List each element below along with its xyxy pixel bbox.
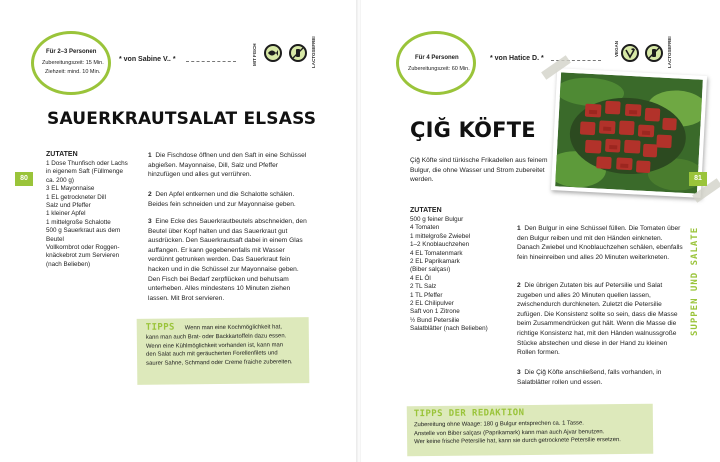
prep-time-text: Zubereitungszeit: 60 Min. [408,66,470,72]
ingredient-item: 1 mittelgroße Zwiebel [410,232,471,240]
label-lactosefrei: LACTOSEFREI [667,36,672,68]
ingredient-item: 2 EL Chilipulver [410,300,454,308]
ingredient-item: 1 EL getrockneter Dill [46,193,106,201]
ingredient-item: 1 Dose Thunfisch oder Lachs [46,160,128,167]
ingredient-item: 2 EL Paprikamark [410,258,460,266]
page-number: 81 [689,172,707,186]
ingredient-item: knäckebrot zum Servieren [46,252,120,260]
vegan-icon [621,44,639,62]
serving-badge [31,31,111,95]
ingredient-item: 1 TL Pfeffer [410,291,443,299]
ingredients-list [410,216,488,334]
ingredients-list [46,160,128,269]
ingredient-item: Vollkornbrot oder Roggen- [46,244,120,252]
left-page [0,0,358,462]
ingredient-item: Salz und Pfeffer [46,202,91,210]
ingredient-item: 4 EL Öl [410,274,431,282]
step-3: 3 Eine Ecke des Sauerkrautbeutels abschneiden, den Beutel über Kopf halten und das Sauerkraut gut ausdrücken. Den Sauerkrautsaft dabei in einem Glas auffangen. Er kann gegebenenfalls mit Wasser verdünnt getrunken werden. Das Sauerkraut fein hacken und in die Schüssel zur Mayonnaise geben. Den Fisch bei Bedarf zerpflücken und behutsam unterheben. Alles mindestens 10 Minuten ziehen lassen. Mit Brot servieren. [148,218,307,302]
page-number: 80 [15,172,33,186]
step-2: 2 Den Apfel entkernen und die Schalotte schälen. Beides fein schneiden und zur Mayonnaise geben. [148,191,296,208]
ingredient-item: 2 TL Salz [410,283,437,291]
label-lactosefrei: LACTOSEFREI [311,36,316,68]
ingredient-item: (nach Belieben) [46,260,91,268]
tips-box [137,317,310,385]
fish-icon [264,44,282,62]
step-1: 1 Die Fischdose öffnen und den Saft in eine Schüssel abgießen. Mayonnaise, Dill, Salz und Pfeffer hinzufügen und alles gut verrühren. [148,152,307,179]
ingredient-item: 3 EL Mayonnaise [46,185,95,193]
prep-time-text: Zubereitungszeit: 15 Min. [42,60,104,66]
dish-image [555,72,703,193]
ingredient-item: Salatblätter (nach Belieben) [410,325,488,333]
serving-badge [396,31,476,95]
ingredient-item: 500 g feiner Bulgur [410,216,464,223]
recipe-title: SAUERKRAUTSALAT ELSASS [47,109,317,129]
ingredient-item: 4 Tomaten [410,224,440,232]
servings-text: Für 4 Personen [415,55,459,61]
lactose-free-icon [645,44,663,62]
divider-dashed [186,61,236,62]
tips-title: TIPPS [145,322,175,333]
dish-photo [551,68,707,198]
step-2: 2 Die übrigen Zutaten bis auf Petersilie und Salat zugeben und alles 20 Minuten quellen lassen, zwischendurch durchkneten. Zuletzt die Petersilie zufügen. Die Konsistenz sollte so sein, dass die Masse beim Zusammendrücken gut hält. Wenn die Masse die richtige Konsistenz hat, mit den Händen walnussgroße Stücke abstechen und diese in der Hand zu kleinen Rollen formen. [517,282,678,357]
servings-text: Für 2–3 Personen [46,49,97,55]
editor-tips-box [407,404,654,457]
step-3: 3 Die Çiğ Köfte anschließend, falls vorhanden, in Salatblätter rollen und essen. [517,369,662,386]
recipe-intro: Çiğ Köfte sind türkische Frikadellen aus feinem Bulgur, die ohne Wasser und Strom zubereitet werden. [410,157,548,184]
ingredient-item: 1 mittelgroße Schalotte [46,218,111,226]
ingredient-item: 1–2 Knoblauchzehen [410,241,470,249]
ingredient-item: ca. 200 g) [46,176,75,184]
ingredients-heading: ZUTATEN [46,151,78,158]
ingredient-item: ½ Bund Petersilie [410,316,460,324]
tips-lead: Wenn man eine Kochmöglichkeit hat, [184,324,282,332]
tips-text: kann man auch Brat- oder Backkartoffeln dazu essen. Wenn eine Kühlmöglichkeit vorhanden ist, kann man den Salat auch mit geräucherten Forellenfilets und saurer Sahne, Schmand oder Creme fraiche zubereiten. [145,333,293,367]
recipe-title: ÇIĞ KÖFTE [410,118,536,142]
ingredient-item: 4 EL Tomatenmark [410,249,463,257]
step-1: 1 Den Bulgur in eine Schüssel füllen. Die Tomaten über den Bulgur reiben und mit den Händen einkneten. Danach Zwiebel und Knoblauchzehen schälen, ebenfalls fein hineinreiben und alles 20 Minuten weiterkneten. [517,225,683,261]
author-line: * von Sabine V.. * [119,56,176,63]
ingredient-item: in eigenem Saft (Füllmenge [46,168,124,176]
label-vegan: VEGAN [614,40,619,57]
section-label: SUPPEN UND SALATE [690,226,700,336]
label-mit-fisch: MIT FISCH [252,43,257,66]
lactose-free-icon [289,44,307,62]
ingredient-item: (Biber salçası) [410,266,451,274]
tips-text: Zubereitung ohne Waage: 180 g Bulgur entsprechen ca. 1 Tasse. Anstelle von Biber salçası (Paprikamark) kann man auch Ajvar benutzen. Wer keine frische Petersilie hat, kann sie durch getrocknete Petersilie ersetzen. [413,420,621,446]
ingredient-item: 500 g Sauerkraut aus dem [46,227,121,235]
ingredient-item: Beutel [46,235,64,243]
author-line: * von Hatice D. * [490,55,544,62]
right-page [361,0,720,462]
ingredient-item: Saft von 1 Zitrone [410,308,460,316]
tips-title: TIPPS DER REDAKTION [413,408,525,420]
rest-time-text: Ziehzeit: mind. 10 Min. [45,69,101,75]
ingredient-item: 1 kleiner Apfel [46,210,86,218]
ingredients-heading: ZUTATEN [410,207,442,214]
